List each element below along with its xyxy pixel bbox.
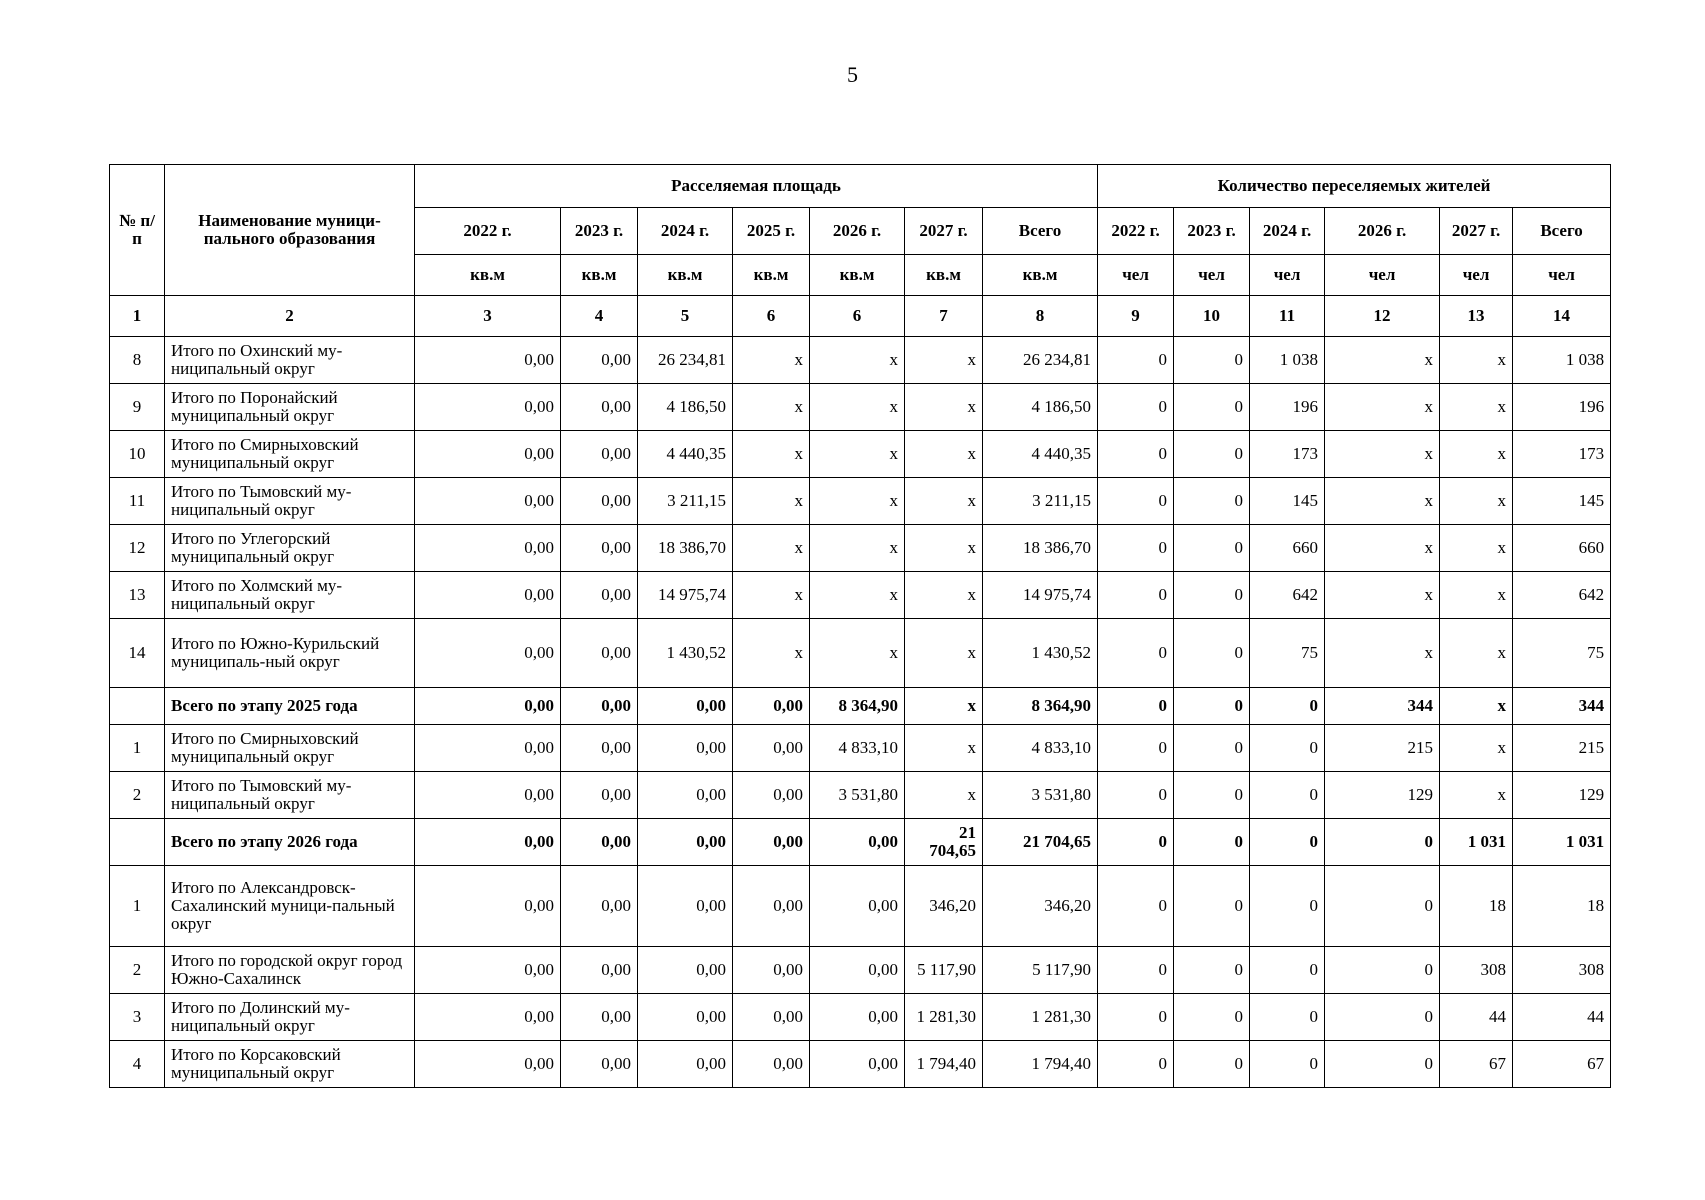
table-row [110,994,1611,1041]
stage-total-row [110,819,1611,866]
value-cell: 1 794,40 [905,1041,983,1088]
table-row [110,337,1611,384]
header-unit: кв.м [561,255,638,296]
value-cell: x [1325,478,1440,525]
header-people-total: Всего [1513,208,1611,255]
value-cell: 1 031 [1513,819,1611,866]
municipality-name-cell: Итого по Александровск-Сахалинский муници-пальный округ [165,866,415,947]
value-cell: 0,00 [561,688,638,725]
row-number-cell: 2 [110,772,165,819]
row-number-cell: 1 [110,866,165,947]
value-cell: x [810,337,905,384]
header-people-year: 2027 г. [1440,208,1513,255]
table-row [110,947,1611,994]
value-cell: x [905,337,983,384]
value-cell: 0 [1098,572,1174,619]
value-cell: x [905,431,983,478]
value-cell: 0,00 [415,619,561,688]
value-cell: 0 [1098,337,1174,384]
value-cell: x [810,525,905,572]
value-cell: 0 [1250,819,1325,866]
value-cell: 4 186,50 [638,384,733,431]
value-cell: x [1440,478,1513,525]
value-cell: 0,00 [733,947,810,994]
row-number-cell: 13 [110,572,165,619]
value-cell: 0 [1098,994,1174,1041]
column-number: 5 [638,296,733,337]
value-cell: 0,00 [561,819,638,866]
value-cell: 0 [1174,819,1250,866]
value-cell: x [733,431,810,478]
value-cell: 0 [1174,431,1250,478]
header-area-year: 2027 г. [905,208,983,255]
value-cell: 0,00 [415,866,561,947]
header-unit: чел [1513,255,1611,296]
value-cell: x [1325,572,1440,619]
value-cell: 173 [1250,431,1325,478]
value-cell: 0,00 [561,619,638,688]
value-cell: x [733,525,810,572]
value-cell: 0 [1098,866,1174,947]
value-cell: 0,00 [733,725,810,772]
value-cell: 0,00 [415,431,561,478]
value-cell: x [1440,384,1513,431]
municipality-name-cell: Итого по Углегорский муниципальный округ [165,525,415,572]
value-cell: 1 281,30 [905,994,983,1041]
value-cell: 1 031 [1440,819,1513,866]
value-cell: 0,00 [561,994,638,1041]
column-number: 6 [810,296,905,337]
value-cell: x [905,688,983,725]
column-number: 8 [983,296,1098,337]
header-people-year: 2024 г. [1250,208,1325,255]
value-cell: x [733,619,810,688]
value-cell: x [905,384,983,431]
value-cell: 0 [1325,947,1440,994]
value-cell: 0 [1250,1041,1325,1088]
value-cell: 0,00 [733,994,810,1041]
value-cell: 0 [1174,478,1250,525]
value-cell: x [1325,431,1440,478]
header-area-year: 2025 г. [733,208,810,255]
value-cell: 0,00 [733,819,810,866]
header-area-year: 2026 г. [810,208,905,255]
value-cell: 0,00 [415,819,561,866]
value-cell: 1 038 [1513,337,1611,384]
header-unit: чел [1174,255,1250,296]
value-cell: 308 [1440,947,1513,994]
value-cell: 8 364,90 [810,688,905,725]
header-unit: кв.м [810,255,905,296]
value-cell: x [810,431,905,478]
value-cell: 8 364,90 [983,688,1098,725]
table-row [110,1041,1611,1088]
row-number-cell: 10 [110,431,165,478]
value-cell: 308 [1513,947,1611,994]
value-cell: x [1440,572,1513,619]
header-unit: чел [1250,255,1325,296]
value-cell: x [1440,337,1513,384]
value-cell: 0,00 [415,688,561,725]
table-row [110,478,1611,525]
value-cell: x [1440,725,1513,772]
value-cell: 5 117,90 [905,947,983,994]
value-cell: 18 [1513,866,1611,947]
value-cell: 1 794,40 [983,1041,1098,1088]
value-cell: 196 [1250,384,1325,431]
value-cell: 0,00 [415,337,561,384]
value-cell: 0 [1098,725,1174,772]
row-number-cell [110,819,165,866]
row-number-cell: 1 [110,725,165,772]
value-cell: 67 [1440,1041,1513,1088]
value-cell: 0,00 [415,525,561,572]
row-number-cell: 11 [110,478,165,525]
value-cell: 129 [1325,772,1440,819]
header-area-year: 2022 г. [415,208,561,255]
value-cell: x [733,572,810,619]
municipality-name-cell: Всего по этапу 2025 года [165,688,415,725]
value-cell: 0,00 [810,947,905,994]
value-cell: 0,00 [810,866,905,947]
header-people-group: Количество переселяемых жителей [1098,165,1611,208]
value-cell: x [810,619,905,688]
value-cell: 0,00 [415,384,561,431]
column-number: 10 [1174,296,1250,337]
value-cell: 660 [1250,525,1325,572]
value-cell: 67 [1513,1041,1611,1088]
value-cell: 18 [1440,866,1513,947]
value-cell: 0,00 [561,1041,638,1088]
value-cell: 0 [1174,725,1250,772]
value-cell: x [905,525,983,572]
value-cell: 0 [1098,384,1174,431]
value-cell: 14 975,74 [638,572,733,619]
value-cell: 0,00 [561,725,638,772]
value-cell: x [733,478,810,525]
municipality-name-cell: Всего по этапу 2026 года [165,819,415,866]
value-cell: x [1325,619,1440,688]
stage-total-row [110,688,1611,725]
value-cell: x [905,725,983,772]
column-number: 3 [415,296,561,337]
value-cell: 215 [1325,725,1440,772]
value-cell: 0,00 [415,572,561,619]
value-cell: 660 [1513,525,1611,572]
header-no: № п/п [110,165,165,296]
municipality-name-cell: Итого по Смирныховский муниципальный округ [165,431,415,478]
value-cell: 0,00 [561,947,638,994]
value-cell: x [1440,619,1513,688]
value-cell: 344 [1325,688,1440,725]
value-cell: 0 [1174,525,1250,572]
value-cell: 0 [1098,947,1174,994]
value-cell: 0 [1098,619,1174,688]
value-cell: 0 [1250,688,1325,725]
value-cell: 0,00 [733,866,810,947]
header-unit: чел [1440,255,1513,296]
value-cell: 145 [1513,478,1611,525]
value-cell: 0 [1098,525,1174,572]
value-cell: x [733,384,810,431]
table-row [110,525,1611,572]
value-cell: 0,00 [638,1041,733,1088]
value-cell: 0 [1098,688,1174,725]
municipality-name-cell: Итого по городской округ город Южно-Сахалинск [165,947,415,994]
value-cell: 0,00 [810,1041,905,1088]
value-cell: x [905,478,983,525]
value-cell: 18 386,70 [983,525,1098,572]
value-cell: 0 [1174,947,1250,994]
table-row [110,431,1611,478]
value-cell: 1 430,52 [983,619,1098,688]
column-number: 1 [110,296,165,337]
value-cell: 0,00 [415,772,561,819]
value-cell: x [1440,772,1513,819]
value-cell: 3 531,80 [810,772,905,819]
value-cell: x [810,478,905,525]
value-cell: 0 [1174,337,1250,384]
value-cell: 0,00 [561,525,638,572]
value-cell: x [733,337,810,384]
header-unit: кв.м [638,255,733,296]
resettlement-table [109,164,1611,1088]
table-row [110,619,1611,688]
header-unit: кв.м [415,255,561,296]
value-cell: x [1325,525,1440,572]
table-row [110,725,1611,772]
value-cell: 0,00 [415,994,561,1041]
value-cell: 0 [1098,819,1174,866]
column-number: 12 [1325,296,1440,337]
value-cell: x [1440,431,1513,478]
value-cell: 0,00 [638,688,733,725]
value-cell: 0,00 [638,772,733,819]
value-cell: 0,00 [415,1041,561,1088]
value-cell: 0 [1174,772,1250,819]
page-number: 5 [847,62,858,87]
table-row [110,866,1611,947]
value-cell: 0,00 [415,947,561,994]
value-cell: 0 [1174,1041,1250,1088]
value-cell: 0,00 [415,478,561,525]
table-body [110,337,1611,1088]
value-cell: 346,20 [905,866,983,947]
value-cell: 0,00 [638,947,733,994]
value-cell: 3 531,80 [983,772,1098,819]
value-cell: 0 [1325,994,1440,1041]
value-cell: 0 [1325,1041,1440,1088]
value-cell: 0,00 [638,819,733,866]
value-cell: 0 [1250,866,1325,947]
municipality-name-cell: Итого по Тымовский му-ниципальный округ [165,772,415,819]
value-cell: 0 [1325,819,1440,866]
table-row [110,572,1611,619]
value-cell: 21 704,65 [905,819,983,866]
header-people-year: 2023 г. [1174,208,1250,255]
value-cell: 14 975,74 [983,572,1098,619]
municipality-name-cell: Итого по Южно-Курильский муниципаль-ный округ [165,619,415,688]
table-row [110,772,1611,819]
column-number: 6 [733,296,810,337]
value-cell: 75 [1513,619,1611,688]
header-area-group: Расселяемая площадь [415,165,1098,208]
value-cell: 3 211,15 [638,478,733,525]
row-number-cell: 12 [110,525,165,572]
value-cell: x [1440,525,1513,572]
row-number-cell [110,688,165,725]
header-column-numbers-row [110,296,1611,337]
value-cell: 4 833,10 [810,725,905,772]
value-cell: 642 [1513,572,1611,619]
value-cell: x [1440,688,1513,725]
header-area-year: 2023 г. [561,208,638,255]
value-cell: 129 [1513,772,1611,819]
header-people-year: 2022 г. [1098,208,1174,255]
header-name: Наименование муници-пального образования [165,165,415,296]
value-cell: 0,00 [810,994,905,1041]
value-cell: 18 386,70 [638,525,733,572]
value-cell: 0 [1174,866,1250,947]
column-number: 4 [561,296,638,337]
value-cell: 4 440,35 [638,431,733,478]
value-cell: 0,00 [810,819,905,866]
value-cell: 0,00 [561,866,638,947]
header-unit: кв.м [733,255,810,296]
header-people-year: 2026 г. [1325,208,1440,255]
value-cell: 0 [1174,994,1250,1041]
row-number-cell: 14 [110,619,165,688]
value-cell: 196 [1513,384,1611,431]
row-number-cell: 8 [110,337,165,384]
column-number: 14 [1513,296,1611,337]
value-cell: 75 [1250,619,1325,688]
value-cell: 0 [1250,772,1325,819]
value-cell: 0 [1174,384,1250,431]
value-cell: 0,00 [561,478,638,525]
value-cell: 344 [1513,688,1611,725]
row-number-cell: 2 [110,947,165,994]
value-cell: x [905,619,983,688]
column-number: 9 [1098,296,1174,337]
value-cell: 0 [1250,725,1325,772]
value-cell: 0,00 [638,725,733,772]
column-number: 13 [1440,296,1513,337]
value-cell: 4 440,35 [983,431,1098,478]
value-cell: 44 [1440,994,1513,1041]
value-cell: x [810,572,905,619]
value-cell: x [1325,384,1440,431]
table-row [110,384,1611,431]
municipality-name-cell: Итого по Долинский му-ниципальный округ [165,994,415,1041]
value-cell: 0,00 [638,994,733,1041]
value-cell: 0 [1098,478,1174,525]
value-cell: 0,00 [638,866,733,947]
value-cell: 26 234,81 [983,337,1098,384]
value-cell: 0,00 [733,1041,810,1088]
municipality-name-cell: Итого по Корсаковский муниципальный округ [165,1041,415,1088]
value-cell: 0 [1250,947,1325,994]
municipality-name-cell: Итого по Тымовский му-ниципальный округ [165,478,415,525]
value-cell: x [810,384,905,431]
value-cell: 1 038 [1250,337,1325,384]
header-area-year: 2024 г. [638,208,733,255]
value-cell: 1 430,52 [638,619,733,688]
value-cell: 215 [1513,725,1611,772]
header-area-total: Всего [983,208,1098,255]
value-cell: 3 211,15 [983,478,1098,525]
value-cell: 0,00 [415,725,561,772]
value-cell: x [905,572,983,619]
value-cell: 0 [1174,688,1250,725]
value-cell: 26 234,81 [638,337,733,384]
row-number-cell: 9 [110,384,165,431]
municipality-name-cell: Итого по Охинский му-ниципальный округ [165,337,415,384]
value-cell: 4 833,10 [983,725,1098,772]
header-unit: чел [1325,255,1440,296]
value-cell: 0,00 [733,772,810,819]
column-number: 2 [165,296,415,337]
value-cell: 0,00 [733,688,810,725]
municipality-name-cell: Итого по Холмский му-ниципальный округ [165,572,415,619]
value-cell: 0,00 [561,772,638,819]
value-cell: 0 [1174,572,1250,619]
header-unit: чел [1098,255,1174,296]
value-cell: 145 [1250,478,1325,525]
value-cell: x [1325,337,1440,384]
value-cell: 44 [1513,994,1611,1041]
municipality-name-cell: Итого по Поронайский муниципальный округ [165,384,415,431]
value-cell: 5 117,90 [983,947,1098,994]
row-number-cell: 4 [110,1041,165,1088]
value-cell: 0,00 [561,572,638,619]
row-number-cell: 3 [110,994,165,1041]
value-cell: 642 [1250,572,1325,619]
value-cell: 21 704,65 [983,819,1098,866]
header-unit: кв.м [905,255,983,296]
value-cell: 173 [1513,431,1611,478]
header-unit: кв.м [983,255,1098,296]
value-cell: 0 [1250,994,1325,1041]
value-cell: x [905,772,983,819]
value-cell: 1 281,30 [983,994,1098,1041]
column-number: 11 [1250,296,1325,337]
value-cell: 346,20 [983,866,1098,947]
value-cell: 0 [1098,1041,1174,1088]
column-number: 7 [905,296,983,337]
value-cell: 4 186,50 [983,384,1098,431]
municipality-name-cell: Итого по Смирныховский муниципальный округ [165,725,415,772]
value-cell: 0,00 [561,384,638,431]
value-cell: 0 [1098,431,1174,478]
value-cell: 0,00 [561,337,638,384]
value-cell: 0 [1098,772,1174,819]
value-cell: 0,00 [561,431,638,478]
value-cell: 0 [1174,619,1250,688]
value-cell: 0 [1325,866,1440,947]
